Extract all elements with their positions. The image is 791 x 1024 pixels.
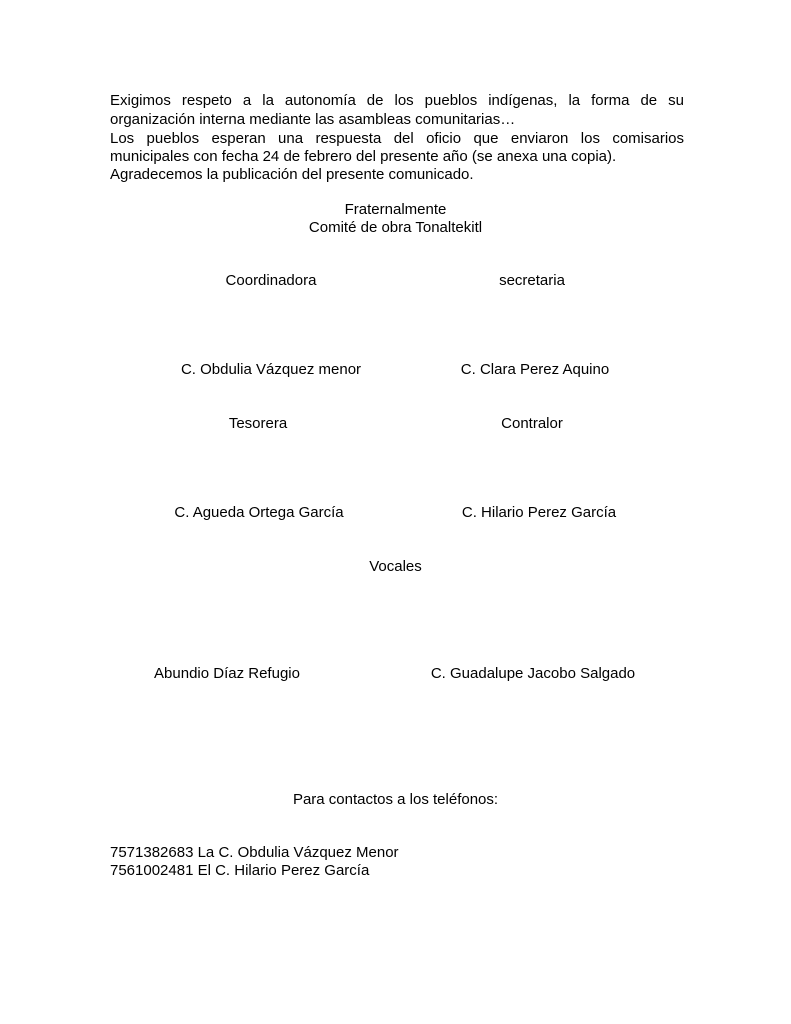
paragraph-line: municipales con fecha 24 de febrero del presente año (se anexa una copia). [110,148,617,165]
closing-salutation: Fraternalmente [344,201,447,218]
name-tesorera: C. Agueda Ortega García [174,504,344,521]
paragraph-line: Los pueblos esperan una respuesta del oficio que enviaron los comisarios [110,130,684,147]
contacts-heading: Para contactos a los teléfonos: [292,791,499,808]
name-contralor: C. Hilario Perez García [461,504,617,521]
role-vocales: Vocales [369,558,422,575]
name-vocal-1: Abundio Díaz Refugio [154,665,300,682]
paragraph-line: Exigimos respeto a la autonomía de los pueblos indígenas, la forma de su [110,92,684,109]
committee-name: Comité de obra Tonaltekitl [308,219,483,236]
contact-line: 7571382683 La C. Obdulia Vázquez Menor [110,844,399,861]
role-tesorera: Tesorera [228,415,288,432]
role-coordinadora: Coordinadora [225,272,317,289]
contact-line: 7561002481 El C. Hilario Perez García [110,862,370,879]
name-coordinadora: C. Obdulia Vázquez menor [180,361,362,378]
role-contralor: Contralor [501,415,563,432]
paragraph-line: organización interna mediante las asambleas comunitarias… [110,111,516,128]
role-secretaria: secretaria [499,272,565,289]
name-vocal-2: C. Guadalupe Jacobo Salgado [430,665,636,682]
paragraph-line: Agradecemos la publicación del presente comunicado. [110,166,474,183]
name-secretaria: C. Clara Perez Aquino [460,361,610,378]
